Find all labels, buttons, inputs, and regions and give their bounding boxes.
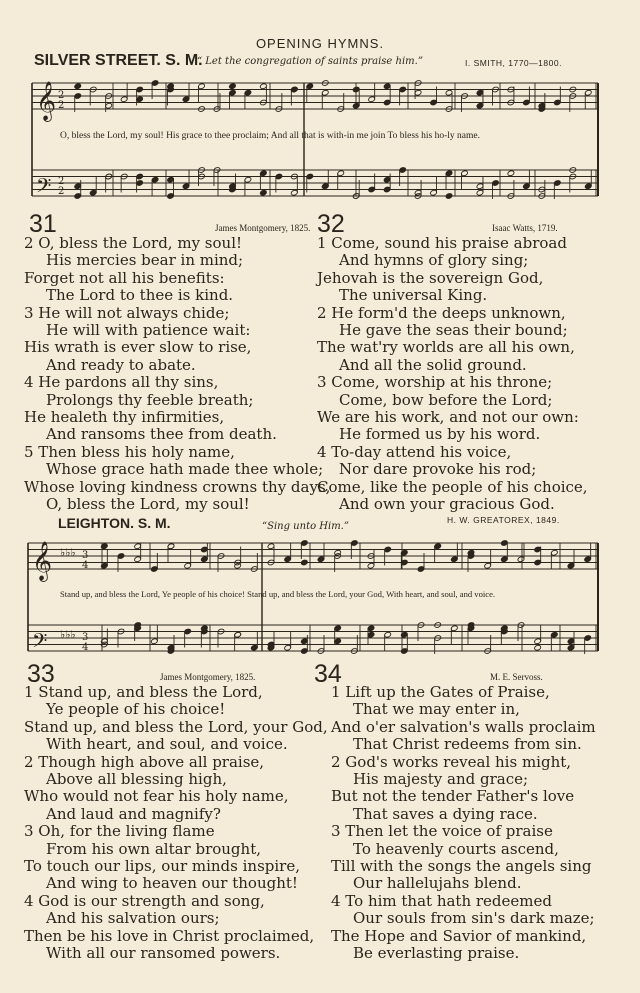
verse-line: From his own altar brought,	[46, 839, 261, 858]
tune-composer: H. W. GREATOREX, 1849.	[447, 515, 560, 525]
verse-line: And wing to heaven our thought!	[46, 874, 298, 893]
verse-line: Prolongs thy feeble breath;	[46, 390, 254, 409]
verse-line: His wrath is ever slow to rise,	[24, 338, 252, 357]
verse-line: Till with the songs the angels sing	[331, 857, 592, 876]
svg-text:♭♭♭: ♭♭♭	[60, 628, 76, 641]
verse-line: 4 He pardons all thy sins,	[24, 373, 219, 392]
hymn-attribution: James Montgomery, 1825.	[160, 672, 256, 682]
tune-name: SILVER STREET. S. M.	[34, 52, 203, 69]
verse-line: His majesty and grace;	[353, 770, 529, 789]
verse-line: And ransoms thee from death.	[46, 425, 277, 444]
svg-text:4: 4	[82, 560, 89, 571]
verse-line: He will with patience wait:	[46, 321, 251, 340]
verse-line: O, bless the Lord, my soul!	[46, 495, 250, 514]
verse-line: To heavenly courts ascend,	[353, 839, 559, 858]
svg-text:3: 3	[82, 550, 89, 561]
verse-line: Come, like the people of his choice,	[317, 477, 588, 496]
verse-line: Jehovah is the sovereign God,	[317, 268, 544, 287]
verse-line: Nor dare provoke his rod;	[339, 460, 537, 479]
verse-line: 5 Then bless his holy name,	[24, 442, 235, 461]
verse-line: And own your gracious God.	[339, 495, 555, 514]
hymn-attribution: James Montgomery, 1825.	[215, 223, 311, 233]
verse-line: 3 Come, worship at his throne;	[317, 373, 553, 392]
tune-name: LEIGHTON. S. M.	[58, 515, 171, 531]
verse-line: He healeth thy infirmities,	[24, 408, 225, 427]
verse-line: Our souls from sin's dark maze;	[353, 909, 595, 928]
verse-line: 1 Lift up the Gates of Praise,	[331, 683, 550, 701]
hymn-attribution: Isaac Watts, 1719.	[492, 223, 558, 233]
tune-lyric-line: O, bless the Lord, my soul! His grace to thee proclaim; And all that is with-in me join To bless his ho-ly name.	[60, 131, 480, 141]
tune-composer: I. SMITH, 1770—1800.	[465, 58, 562, 68]
verse-line: 2 God's works reveal his might,	[331, 752, 572, 771]
svg-text:♭♭♭: ♭♭♭	[60, 546, 76, 559]
hymn-attribution: M. E. Servoss.	[490, 672, 543, 682]
verse-line: Forget not all his benefits:	[24, 268, 225, 287]
page-title: OPENING HYMNS.	[255, 36, 385, 51]
verse-line: And o'er salvation's walls proclaim	[331, 717, 596, 736]
verse-line: We are his work, and not our own:	[317, 408, 579, 427]
verse-line: Then be his love in Christ proclaimed,	[24, 926, 315, 945]
verse-line: But not the tender Father's love	[331, 787, 575, 806]
svg-text:2: 2	[58, 100, 65, 111]
verse-line: 2 Though high above all praise,	[24, 752, 265, 771]
hymn-number: 31	[29, 210, 57, 238]
verse-line: 1 Come, sound his praise abroad	[317, 234, 567, 252]
svg-text:3: 3	[82, 632, 89, 643]
verse-line: And hymns of glory sing;	[339, 251, 529, 270]
verse-line: 2 O, bless the Lord, my soul!	[24, 234, 243, 252]
hymn-33-verses	[24, 684, 328, 963]
verse-line: 4 God is our strength and song,	[24, 891, 265, 910]
tune-epigraph: “Sing unto Him.”	[262, 521, 349, 532]
verse-line: Above all blessing high,	[46, 770, 227, 789]
verse-line: Come, bow before the Lord;	[339, 390, 553, 409]
verse-line: 3 Oh, for the living flame	[24, 822, 215, 841]
verse-line: That Christ redeems from sin.	[353, 735, 582, 754]
verse-line: He gave the seas their bound;	[339, 321, 568, 340]
verse-line: The universal King.	[339, 286, 488, 305]
hymn-34-verses	[331, 684, 596, 963]
svg-text:4: 4	[82, 642, 89, 653]
verse-line: And his salvation ours;	[46, 909, 220, 928]
svg-text:𝄢: 𝄢	[32, 629, 48, 657]
hymn-number: 32	[317, 210, 345, 238]
verse-line: Stand up, and bless the Lord, your God,	[24, 717, 328, 736]
svg-text:𝄞: 𝄞	[32, 541, 53, 581]
verse-line: 4 To him that hath redeemed	[331, 891, 552, 910]
verse-line: 1 Stand up, and bless the Lord,	[24, 683, 263, 701]
verse-line: Whose grace hath made thee whole;	[46, 460, 324, 479]
verse-line: Our hallelujahs blend.	[353, 874, 522, 893]
svg-text:2: 2	[58, 176, 65, 187]
svg-text:𝄢: 𝄢	[36, 174, 52, 202]
hymn-number: 33	[27, 660, 55, 688]
verse-line: 4 To-day attend his voice,	[317, 442, 512, 461]
verse-line: That saves a dying race.	[353, 804, 538, 823]
verse-line: Whose loving kindness crowns thy days,	[24, 477, 331, 496]
tune-lyric-line: Stand up, and bless the Lord, Ye people of his choice! Stand up, and bless the Lord, your God, With heart, and soul, and voice.	[60, 589, 496, 599]
verse-line: Ye people of his choice!	[46, 700, 226, 719]
verse-line: 3 Then let the voice of praise	[331, 822, 553, 841]
hymn-number: 34	[314, 660, 342, 688]
verse-line: The Lord to thee is kind.	[46, 286, 234, 305]
verse-line: The Hope and Savior of mankind,	[331, 926, 587, 945]
verse-line: And laud and magnify?	[46, 804, 221, 823]
verse-line: 3 He will not always chide;	[24, 303, 230, 322]
verse-line: And ready to abate.	[46, 355, 196, 374]
verse-line: That we may enter in,	[353, 700, 520, 719]
verse-line: And all the solid ground.	[339, 355, 527, 374]
verse-line: With all our ransomed powers.	[46, 944, 281, 963]
verse-line: Be everlasting praise.	[353, 944, 520, 963]
svg-text:𝄞: 𝄞	[36, 81, 57, 121]
svg-text:2: 2	[58, 90, 65, 101]
verse-line: He formed us by his word.	[339, 425, 541, 444]
verse-line: 2 He form'd the deeps unknown,	[317, 303, 566, 322]
verse-line: With heart, and soul, and voice.	[46, 735, 288, 754]
verse-line: His mercies bear in mind;	[46, 251, 244, 270]
svg-text:2: 2	[58, 186, 65, 197]
verse-line: The wat'ry worlds are all his own,	[317, 338, 575, 357]
verse-line: To touch our lips, our minds inspire,	[24, 857, 300, 876]
tune-epigraph: “ Let the congregation of saints praise him.”	[197, 56, 423, 67]
verse-line: Who would not fear his holy name,	[24, 787, 289, 806]
